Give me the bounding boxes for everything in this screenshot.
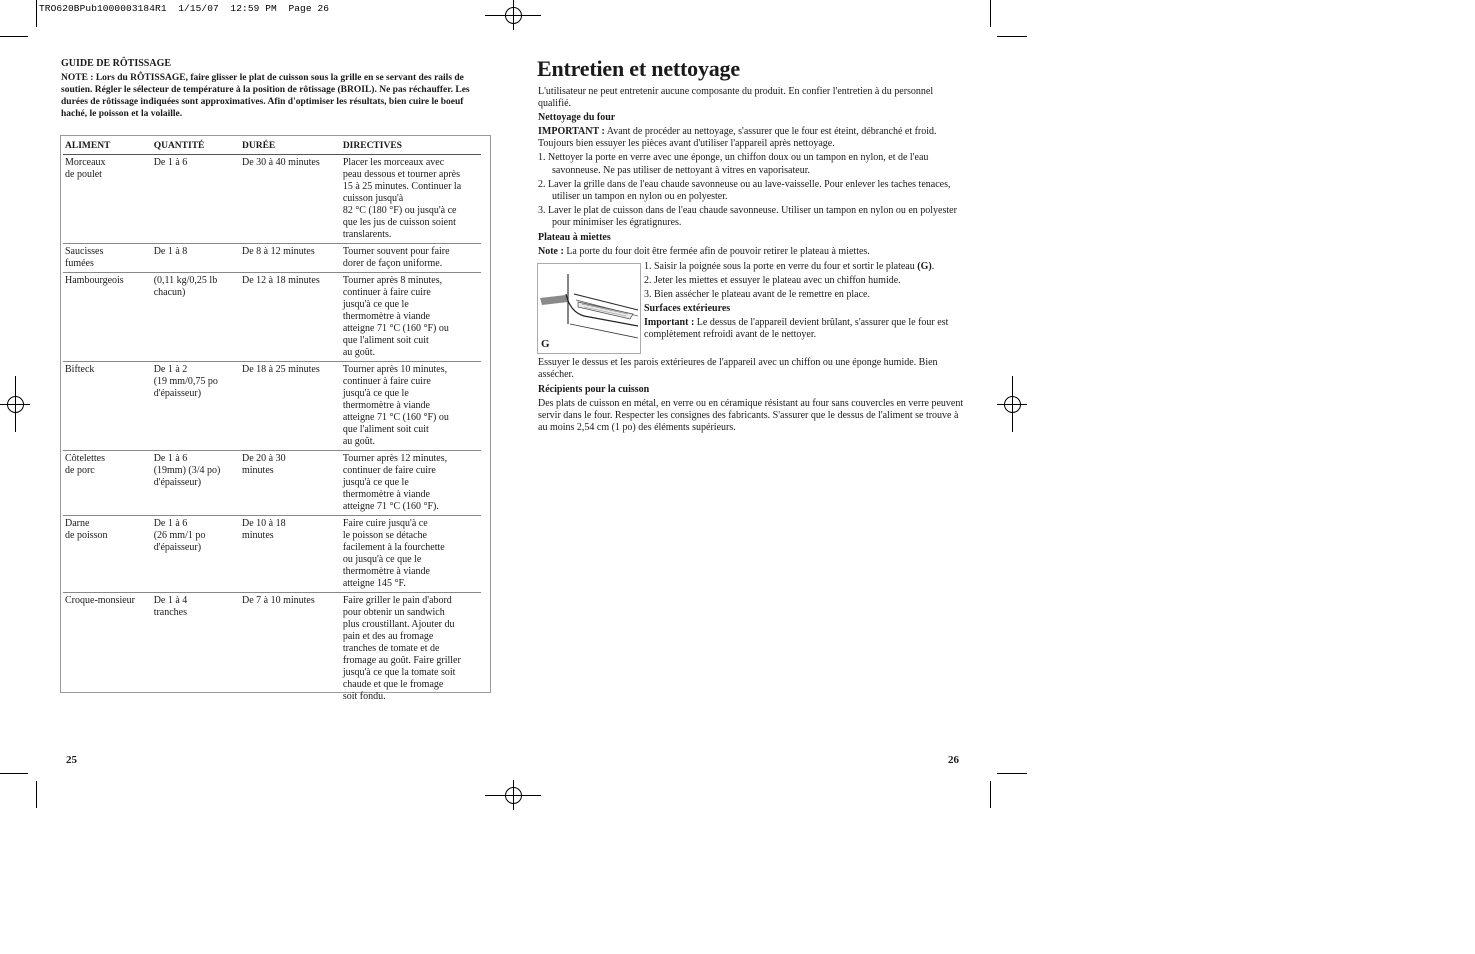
intro-text: L'utilisateur ne peut entretenir aucune composante du produit. En confier l'entretien à du personnel qualifié. [538,86,934,110]
cell-directives: Placer les morceaux avec peau dessous et tourner après 15 à 25 minutes. Continuer la cuisson jusqu'à 82 °C (180 °F) ou jusqu'à ce que les jus de cuisson soient translarents. [341,155,481,244]
crop-mark-top-right-v [990,0,991,27]
note-label: Note : [538,246,564,258]
cell-quantite: De 1 à 2 (19 mm/0,75 po d'épaisseur) [152,362,240,451]
crop-mark-bottom-right-v [990,781,991,808]
cell-aliment: Croque-monsieur [65,595,135,606]
crumb-tray-note [538,246,966,258]
cell-directives: Tourner souvent pour faire dorer de façon uniforme. [341,244,481,273]
important-text: Avant de procéder au nettoyage, s'assurer que le four est éteint, débranché et froid. Toujours bien essuyer les pièces avant d'utiliser l'appareil après nettoyage. [538,126,937,150]
cleaning-step-3: 3. Laver le plat de cuisson dans de l'eau chaude savonneuse. Utiliser un tampon en nylon ou en polyester pour minimiser les égratignures. [538,204,957,228]
cleaning-important [538,126,966,150]
cell-quantite: De 1 à 6 (26 mm/1 po d'épaisseur) [152,516,240,593]
page-number-right: 26 [948,754,959,766]
roasting-table [63,137,481,705]
table-row [63,273,481,362]
cell-duree: De 18 à 25 minutes [240,362,341,451]
registration-mark-right [997,376,1027,432]
table-row [63,155,481,244]
cleaning-step-2: 2. Laver la grille dans de l'eau chaude savonneuse ou au lave-vaisselle. Pour enlever les taches tenaces, utiliser un tampon en nylon ou en polyester. [538,178,951,202]
crop-mark-top-right-h [997,36,1027,37]
crumb-step-3: 3. Bien assécher le plateau avant de le remettre en place. [644,289,870,301]
crumb-step-1-ref: (G) [917,261,932,272]
cleaning-heading: Nettoyage du four [538,112,616,124]
cell-directives: Tourner après 8 minutes, continuer à faire cuire jusqu'à ce que le thermomètre à viande atteigne 71 °C (160 °F) ou que l'aliment soit cuit au goût. [341,273,481,362]
table-header-row [63,137,481,155]
print-slug: TRO620BPub1000003184R1 1/15/07 12:59 PM Page 26 [39,3,330,14]
cell-duree: De 12 à 18 minutes [240,273,341,362]
table-row [63,362,481,451]
containers-text: Des plats de cuisson en métal, en verre ou en céramique résistant au four sans couvercles en verre peuvent servir dans le four. Respecter les consignes des fabricants. S'assurer que le dessus de l'aliment se trouve à au moins 2,54 cm (1 po) des éléments supérieurs. [538,398,964,434]
cell-aliment: Darne de poisson [63,516,152,593]
registration-mark-left [0,376,30,432]
table-row [63,451,481,516]
cell-aliment: Côtelettes de porc [63,451,152,516]
cell-directives: Tourner après 10 minutes, continuer à faire cuire jusqu'à ce que le thermomètre à viande atteigne 71 °C (160 °F) ou que l'aliment soit cuit au goût. [341,362,481,451]
crumb-tray-steps [644,261,968,342]
cell-quantite: De 1 à 4 tranches [153,595,188,618]
crop-mark-top-left-h [0,36,28,37]
crumb-step-1-text: 1. Saisir la poignée sous la porte en verre du four et sortir le plateau [644,261,918,272]
registration-mark-top [485,0,541,30]
registration-mark-bottom [485,780,541,810]
exterior-and-containers [538,357,966,435]
page-number-left: 25 [66,754,77,766]
crumb-step-2: 2. Jeter les miettes et essuyer le plateau avec un chiffon humide. [644,275,901,287]
col-header-quantite: QUANTITÉ [152,137,240,155]
containers-heading: Récipients pour la cuisson [538,384,650,396]
table-row [63,516,481,593]
crop-mark-bottom-right-h [997,773,1027,774]
cell-quantite: De 1 à 6 (19mm) (3/4 po) d'épaisseur) [152,451,240,516]
cell-duree: De 20 à 30 minutes [240,451,341,516]
cell-quantite: (0,11 kg/0,25 lb chacun) [152,273,240,362]
cell-duree: De 10 à 18 minutes [240,516,341,593]
cell-aliment: Saucisses fumées [63,244,152,273]
cell-aliment: Morceaux de poulet [63,155,152,244]
roasting-guide-title: GUIDE DE RÔTISSAGE [61,58,172,69]
roasting-guide-intro [61,58,491,120]
cell-quantite: De 1 à 8 [152,244,240,273]
maintenance-section [538,86,966,258]
cell-duree: De 7 à 10 minutes [242,595,315,606]
exterior-important-label: Important : [644,317,695,329]
crumb-step-1 [644,261,968,273]
oven-tray-drawing [538,264,640,353]
table-row [63,593,481,706]
page-title: Entretien et nettoyage [537,56,740,81]
crumb-step-1-end: . [931,261,935,272]
cell-duree: De 30 à 40 minutes [240,155,341,244]
exterior-important-text: Le dessus de l'appareil devient brûlant, s'assurer que le four est complètement refroidi avant de le nettoyer. [644,317,949,341]
crop-mark-bottom-left-h [0,773,28,774]
table-row [63,244,481,273]
important-label: IMPORTANT : [538,126,605,138]
figure-label: G [541,338,550,350]
col-header-aliment: ALIMENT [63,137,152,155]
exterior-heading: Surfaces extérieures [644,303,731,315]
cell-directives: Faire cuire jusqu'à ce le poisson se détache facilement à la fourchette ou jusqu'à ce que le thermomètre à viande atteigne 145 °F. [341,516,481,593]
crumb-tray-illustration [537,263,641,354]
cleaning-step-1: 1. Nettoyer la porte en verre avec une éponge, un chiffon doux ou un tampon en nylon, et de l'eau savonneuse. Ne pas utiliser de nettoyant à vitres en vaporisateur. [538,152,929,176]
roasting-note: NOTE : Lors du RÔTISSAGE, faire glisser le plat de cuisson sous la grille en se servant des rails de soutien. Régler le sélecteur de température à la position de rôtissage (BROIL). Ne pas réchauffer. Les durées de rôtissage indiquées sont approximatives. Afin d'optimiser les résultats, bien cuire le boeuf haché, le poisson et la volaille. [61,73,470,120]
cell-directives: Tourner après 12 minutes, continuer de faire cuire jusqu'à ce que le thermomètre à viande atteigne 71 °C (160 °F). [341,451,481,516]
crumb-tray-heading: Plateau à miettes [538,232,611,244]
arrow-shape [540,295,568,305]
cell-aliment: Bifteck [63,362,152,451]
cell-directives: Faire griller le pain d'abord pour obtenir un sandwich plus croustillant. Ajouter du pain et des au fromage tranches de tomate et de fromage au goût. Faire griller jusqu'à ce que la tomate soit chaude et que le fromage soit fondu. [342,595,461,702]
crop-mark-top-left-v [36,0,37,27]
cell-aliment: Hambourgeois [63,273,152,362]
crop-mark-bottom-left-v [36,781,37,808]
exterior-important [644,317,968,341]
note-text: La porte du four doit être fermée afin de pouvoir retirer le plateau à miettes. [563,246,870,258]
cell-duree: De 8 à 12 minutes [240,244,341,273]
exterior-text: Essuyer le dessus et les parois extérieures de l'appareil avec un chiffon ou une éponge humide. Bien assécher. [538,357,938,381]
col-header-directives: DIRECTIVES [341,137,481,155]
col-header-duree: DURÉE [240,137,341,155]
cell-quantite: De 1 à 6 [152,155,240,244]
